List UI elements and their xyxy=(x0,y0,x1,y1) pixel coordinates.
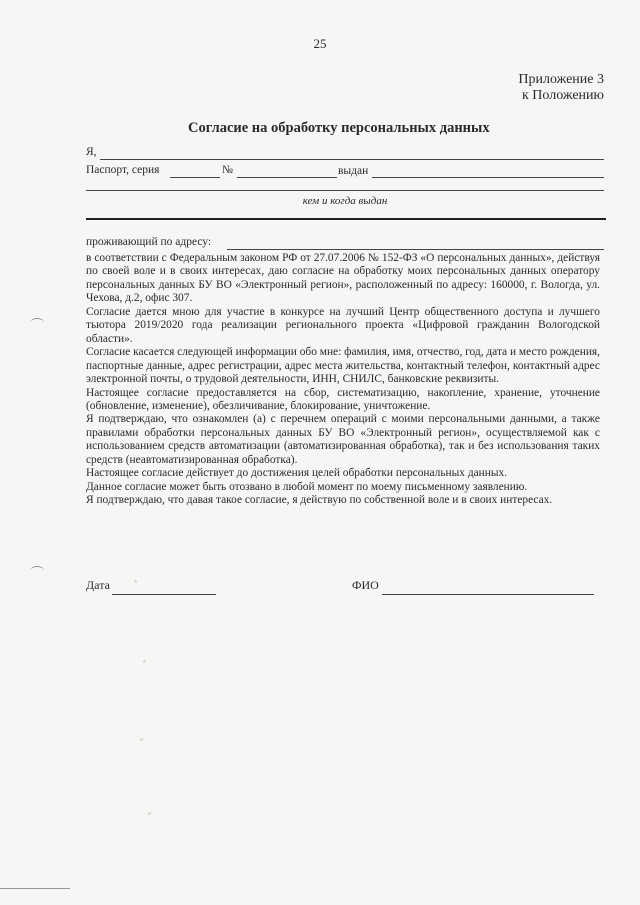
scan-speck xyxy=(134,580,137,583)
date-field-line xyxy=(112,594,216,595)
name-label: Я, xyxy=(86,146,97,158)
appendix-line-2: к Положению xyxy=(521,88,604,103)
document-title: Согласие на обработку персональных данных xyxy=(188,120,490,136)
consent-body xyxy=(86,252,600,508)
paragraph-legal-basis: в соответствии с Федеральным законом РФ от 27.07.2006 № 152-ФЗ «О персональных данных», действуя по своей воле и в своих интересах, даю согласие на обработку моих персональных данных оператору персональных данных БУ ВО «Электронный регион», расположенный по адресу: 160000, г. Вологда, ул. Чехова, д.2, офис 307. xyxy=(86,252,600,305)
scan-speck xyxy=(143,660,146,663)
fio-label: ФИО xyxy=(352,578,379,592)
issued-continuation-line xyxy=(86,190,604,191)
paragraph-revocation: Данное согласие может быть отозвано в любой момент по моему письменному заявлению. xyxy=(86,480,528,493)
passport-number-label: № xyxy=(222,164,233,176)
section-divider xyxy=(86,218,606,220)
passport-series-label: Паспорт, серия xyxy=(86,164,160,176)
paragraph-operations: Настоящее согласие предоставляется на сбор, систематизацию, накопление, хранение, уточнение (обновление, изменение), обезличивание, блокирование, уничтожение. xyxy=(86,386,600,412)
scan-edge-line xyxy=(0,888,70,889)
appendix-reference xyxy=(518,72,604,104)
paragraph-purpose: Согласие дается мною для участие в конкурсе на лучший Центр общественного доступа и лучшего тьютора 2019/2020 года реализации регионального проекта «Цифровой гражданин Вологодской области». xyxy=(86,305,600,345)
paragraph-acknowledgement: Я подтверждаю, что ознакомлен (а) с перечнем операций с моими персональными данными, а также правилами обработки персональных данных БУ ВО «Электронный регион», осуществляемой как с использованием средств автоматизации (автоматизированная обработка), так и без использования таких средств (неавтоматизированная обработка). xyxy=(86,413,600,466)
page-number: 25 xyxy=(313,36,327,51)
issued-field-line xyxy=(372,177,604,178)
date-label: Дата xyxy=(86,578,110,592)
name-field-line xyxy=(100,159,604,160)
paragraph-validity: Настоящее согласие действует до достижения целей обработки персональных данных. xyxy=(86,467,508,480)
passport-series-line xyxy=(170,177,220,178)
scan-margin-mark xyxy=(30,318,44,327)
passport-number-line xyxy=(237,177,337,178)
paragraph-voluntary: Я подтверждаю, что давая такое согласие, я действую по собственной воле и в своих интересах. xyxy=(86,494,553,507)
scan-speck xyxy=(140,738,143,741)
appendix-line-1: Приложение 3 xyxy=(518,72,604,87)
fio-field-line xyxy=(382,594,594,595)
scan-speck xyxy=(148,812,151,815)
issued-label: выдан xyxy=(338,165,369,177)
scan-margin-mark xyxy=(30,566,44,575)
issued-by-caption: кем и когда выдан xyxy=(302,195,388,207)
address-label: проживающий по адресу: xyxy=(86,236,212,248)
address-field-line xyxy=(227,249,604,250)
paragraph-data-scope: Согласие касается следующей информации обо мне: фамилия, имя, отчество, год, дата и место рождения, паспортные данные, адрес регистрации, адрес места жительства, контактный телефон, контактный адрес электронной почты, о трудовой деятельности, ИНН, СНИЛС, банковские реквизиты. xyxy=(86,346,600,386)
